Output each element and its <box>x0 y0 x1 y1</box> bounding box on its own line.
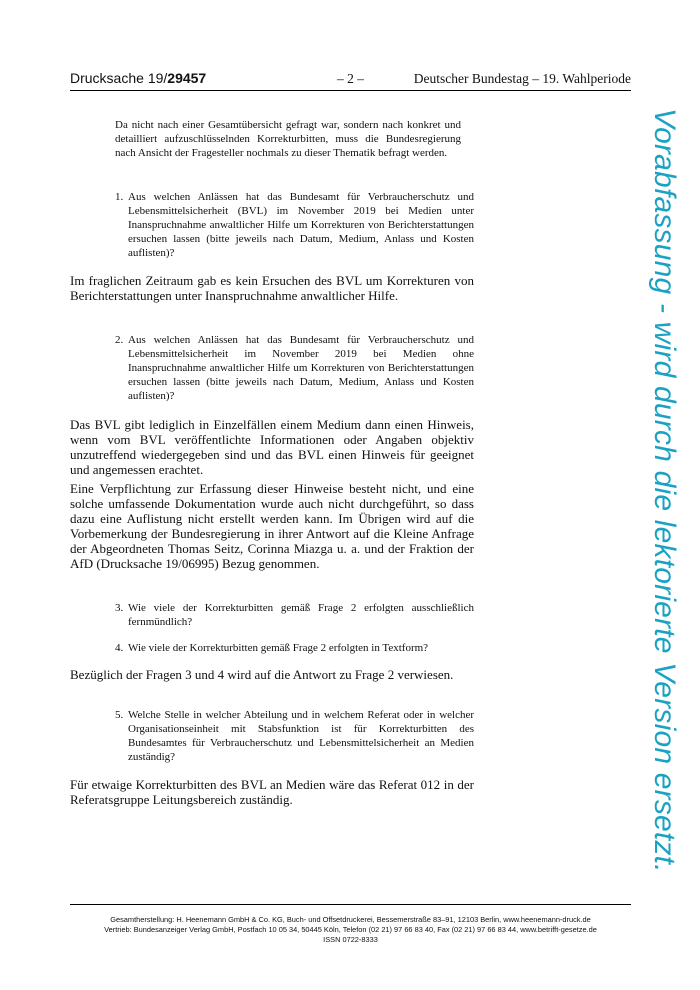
question-text: Aus welchen Anlässen hat das Bundesamt für Verbraucherschutz und Lebensmittelsicherheit im November 2019 bei Medien ohne Inanspruchnahme anwaltlicher Hilfe um Korrekturen von Berichterstattungen ersuchen lassen (bitte jeweils nach Datum, Medium, Anlass und Kosten auflisten)? <box>128 334 474 402</box>
draft-watermark-text: Vorabfassung - wird durch die lektorierte Version ersetzt. <box>648 108 681 873</box>
answer-paragraph: Eine Verpflichtung zur Erfassung dieser Hinweise besteht nicht, und eine solche umfassende Dokumentation wurde auch nicht durchgeführt, so dass dazu eine Auflistung nicht erstellt werden kann. Im Übrigen wird auf die Vorbemerkung der Bundesregierung in ihrer Antwort auf die Kleine Anfrage der Abgeordneten Thomas Seitz, Corinna Miazga u. a. und der Fraktion der AfD (Drucksache 19/06995) Bezug genommen. <box>70 481 474 571</box>
question-text: Wie viele der Korrekturbitten gemäß Frage 2 erfolgten in Textform? <box>128 642 429 654</box>
answer-paragraph: Für etwaige Korrekturbitten des BVL an Medien wäre das Referat 012 in der Referatsgruppe Leitungsbereich zuständig. <box>70 777 474 807</box>
question-number: 2. <box>115 334 124 346</box>
page-header <box>70 70 631 91</box>
footer-line-production: Gesamtherstellung: H. Heenemann GmbH & Co. KG, Buch- und Offsetdruckerei, Bessemerstraße 83–91, 12103 Berlin, www.heenemann-druck.de <box>110 915 591 924</box>
question-4 <box>115 641 474 655</box>
document-number-value: 29457 <box>167 70 207 86</box>
main-content <box>70 118 474 807</box>
intro-text: Da nicht nach einer Gesamtübersicht gefragt war, sondern nach konkret und detailliert aufzuschlüsselnden Korrekturbitten, muss die Bundesregierung nach Ansicht der Fragesteller nochmals zu dieser Thematik befragt werden. <box>115 119 461 159</box>
answer-paragraph: Bezüglich der Fragen 3 und 4 wird auf die Antwort zu Frage 2 verwiesen. <box>70 667 454 682</box>
answer-5 <box>70 777 474 807</box>
footer-line-distribution: Vertrieb: Bundesanzeiger Verlag GmbH, Postfach 10 05 34, 50445 Köln, Telefon (02 21) 97 66 83 40, Fax (02 21) 97 66 83 44, www.betrifft-gesetze.de <box>104 925 597 934</box>
document-number-prefix: 19/ <box>147 70 168 86</box>
answer-1 <box>70 273 474 303</box>
page-indicator: – 2 – <box>337 71 364 86</box>
question-2 <box>115 333 474 403</box>
institution-label: Deutscher Bundestag – 19. Wahlperiode <box>413 71 631 86</box>
question-number: 4. <box>115 642 124 654</box>
question-1 <box>115 190 474 260</box>
answer-3-4 <box>70 667 474 682</box>
question-text: Welche Stelle in welcher Abteilung und in welchem Referat oder in welcher Organisationseinheit mit Stabsfunktion ist für Korrekturbitten des Bundesamtes für Verbraucherschutz und Lebensmittelsicherheit an Medien zuständig? <box>128 709 474 763</box>
answer-paragraph: Im fraglichen Zeitraum gab es kein Ersuchen des BVL um Korrekturen von Berichterstattungen unter Inanspruchnahme anwaltlicher Hilfe. <box>70 273 474 303</box>
footer-line-issn: ISSN 0722-8333 <box>323 935 378 944</box>
answer-paragraph: Das BVL gibt lediglich in Einzelfällen einem Medium dann einen Hinweis, wenn vom BVL veröffentlichte Informationen oder Angaben objektiv unzutreffend wiedergegeben sind und das BVL einen Hinweis für geeignet und angemessen erachtet. <box>70 417 474 477</box>
question-text: Aus welchen Anlässen hat das Bundesamt für Verbraucherschutz und Lebensmittelsicherheit (BVL) im November 2019 bei Medien unter Inanspruchnahme anwaltlicher Hilfe um Korrekturen von Berichterstattungen ersuchen lassen (bitte jeweils nach Datum, Medium, Anlass und Kosten auflisten)? <box>128 191 474 259</box>
page-footer <box>70 915 631 945</box>
question-number: 1. <box>115 191 124 203</box>
question-number: 3. <box>115 602 124 614</box>
question-5 <box>115 708 474 764</box>
document-label: Drucksache <box>70 70 144 86</box>
question-number: 5. <box>115 709 124 721</box>
question-text: Wie viele der Korrekturbitten gemäß Frage 2 erfolgten ausschließlich fernmündlich? <box>128 602 474 628</box>
draft-watermark <box>644 108 684 884</box>
footer-divider <box>70 904 631 905</box>
question-3 <box>115 601 474 629</box>
answer-2 <box>70 417 474 571</box>
